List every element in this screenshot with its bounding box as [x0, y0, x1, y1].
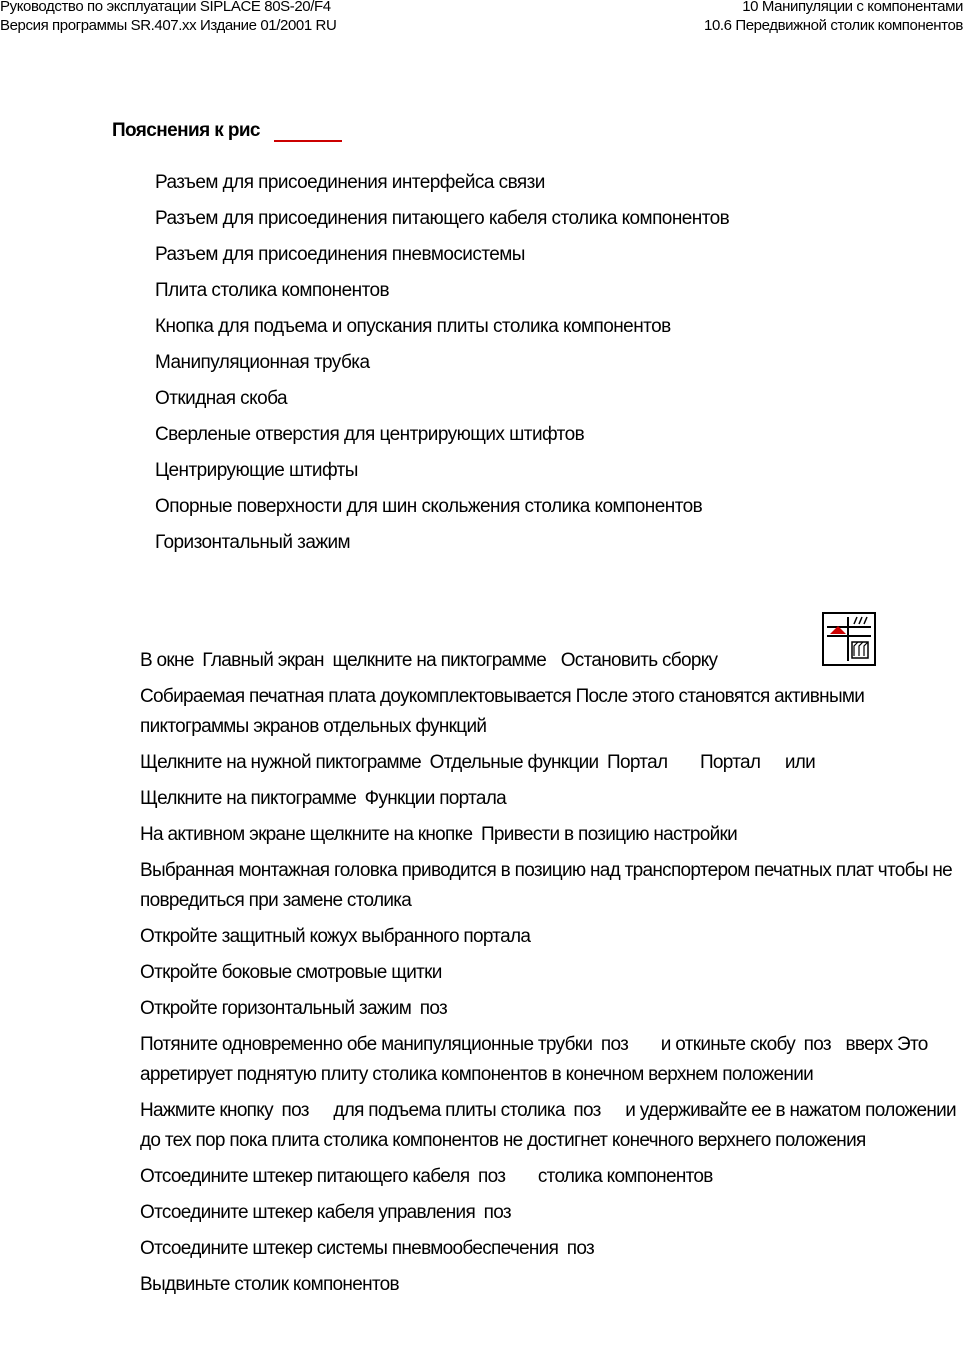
step-text: Выбранная монтажная головка приводится в позицию над транспортером печатных плат чтобы не повредиться при замене столика: [140, 860, 953, 911]
ref-portal-1: Портал: [607, 752, 668, 773]
step-text: для подъема плиты столика: [333, 1100, 565, 1121]
step-text: и удерживайте ее в нажатом положении до тех пор: [140, 1100, 956, 1151]
legend-item: Центрирующие штифты: [155, 460, 358, 481]
legend-item: Горизонтальный зажим: [155, 532, 351, 553]
version-info: Версия программы SR.407.xx Издание 01/2001 RU: [0, 17, 337, 34]
ref-stop-assembly: Остановить сборку: [560, 650, 718, 671]
manual-title: Руководство по эксплуатации SIPLACE 80S-20/F4: [0, 0, 331, 15]
ref-portal-functions: Функции портала: [364, 788, 507, 809]
procedure-steps: [140, 646, 962, 1306]
step-1: [140, 646, 962, 676]
step-12: [140, 1162, 962, 1192]
step-text: Выдвиньте столик компонентов: [140, 1274, 399, 1295]
step-text: Отсоедините штекер питающего кабеля: [140, 1166, 470, 1187]
step-text: и откиньте скобу: [660, 1034, 796, 1055]
step-5: [140, 820, 962, 850]
step-text: Откройте боковые смотровые щитки: [140, 962, 442, 983]
step-15: [140, 1270, 962, 1300]
step-6: [140, 856, 962, 916]
step-text: В окне: [140, 650, 194, 671]
legend-item: Опорные поверхности для шин скольжения столика компонентов: [155, 496, 703, 517]
step-text: После этого становятся активными пиктограммы экранов отдельных функций: [140, 686, 865, 737]
legend-item: Откидная скоба: [155, 388, 288, 409]
step-text: столика компонентов: [537, 1166, 713, 1187]
chapter-title: 10 Манипуляции с компонентами: [742, 0, 963, 15]
legend-item: Кнопка для подъема и опускания плиты столика компонентов: [155, 316, 671, 337]
legend-item: Плита столика компонентов: [155, 280, 390, 301]
step-8: [140, 958, 962, 988]
pos-ref: поз: [600, 1034, 629, 1055]
step-text: пока плита столика компонентов не достигнет конечного верхнего положения: [229, 1130, 866, 1151]
pos-ref: поз: [803, 1034, 831, 1055]
step-11: [140, 1096, 962, 1156]
pos-ref: поз: [419, 998, 447, 1019]
pos-ref: поз: [483, 1202, 511, 1223]
legend-item: Разъем для присоединения пневмосистемы: [155, 244, 525, 265]
pos-ref: поз: [281, 1100, 309, 1121]
step-14: [140, 1234, 962, 1264]
ref-portal-2: Портал: [699, 752, 761, 773]
legend-item: Сверленые отверстия для центрирующих штифтов: [155, 424, 585, 445]
step-2: [140, 682, 962, 742]
step-4: [140, 784, 962, 814]
step-7: [140, 922, 962, 952]
step-3: [140, 748, 962, 778]
ref-single-functions: Отдельные функции: [429, 752, 599, 773]
step-text: вверх: [845, 1034, 893, 1055]
step-text: Собираемая печатная плата доукомплектовывается: [140, 686, 571, 707]
step-10: [140, 1030, 962, 1090]
pos-ref: поз: [478, 1166, 506, 1187]
step-text: Нажмите кнопку: [140, 1100, 273, 1121]
step-text: Потяните одновременно обе манипуляционные трубки: [140, 1034, 593, 1055]
caption-label: Пояснения к рис: [112, 120, 260, 141]
section-title: 10.6 Передвижной столик компонентов: [704, 17, 963, 34]
pos-ref: поз: [566, 1238, 595, 1259]
ref-setup-position: Привести в позицию настройки: [480, 824, 738, 845]
step-text: или: [784, 752, 816, 773]
step-text: Щелкните на нужной пиктограмме: [140, 752, 422, 773]
step-text: На активном экране щелкните на кнопке: [140, 824, 473, 845]
step-text: щелкните на пиктограмме: [332, 650, 547, 671]
figure-number-blank: [274, 122, 342, 142]
step-text: Щелкните на пиктограмме: [140, 788, 357, 809]
ref-main-screen: Главный экран: [202, 650, 324, 671]
legend-item: Разъем для присоединения интерфейса связи: [155, 172, 545, 193]
legend-caption: [112, 120, 342, 142]
step-text: Отсоедините штекер системы пневмообеспечения: [140, 1238, 559, 1259]
pos-ref: поз: [573, 1100, 601, 1121]
step-text: Откройте горизонтальный зажим: [140, 998, 412, 1019]
legend-item: Манипуляционная трубка: [155, 352, 370, 373]
legend-list: [155, 169, 729, 565]
legend-item: Разъем для присоединения питающего кабеля столика компонентов: [155, 208, 730, 229]
step-text: Откройте защитный кожух выбранного портала: [140, 926, 531, 947]
step-text: Отсоедините штекер кабеля управления: [140, 1202, 476, 1223]
step-13: [140, 1198, 962, 1228]
step-9: [140, 994, 962, 1024]
step-text: Это арретирует поднятую плиту столика компонентов в конечном верхнем положении: [140, 1034, 928, 1085]
